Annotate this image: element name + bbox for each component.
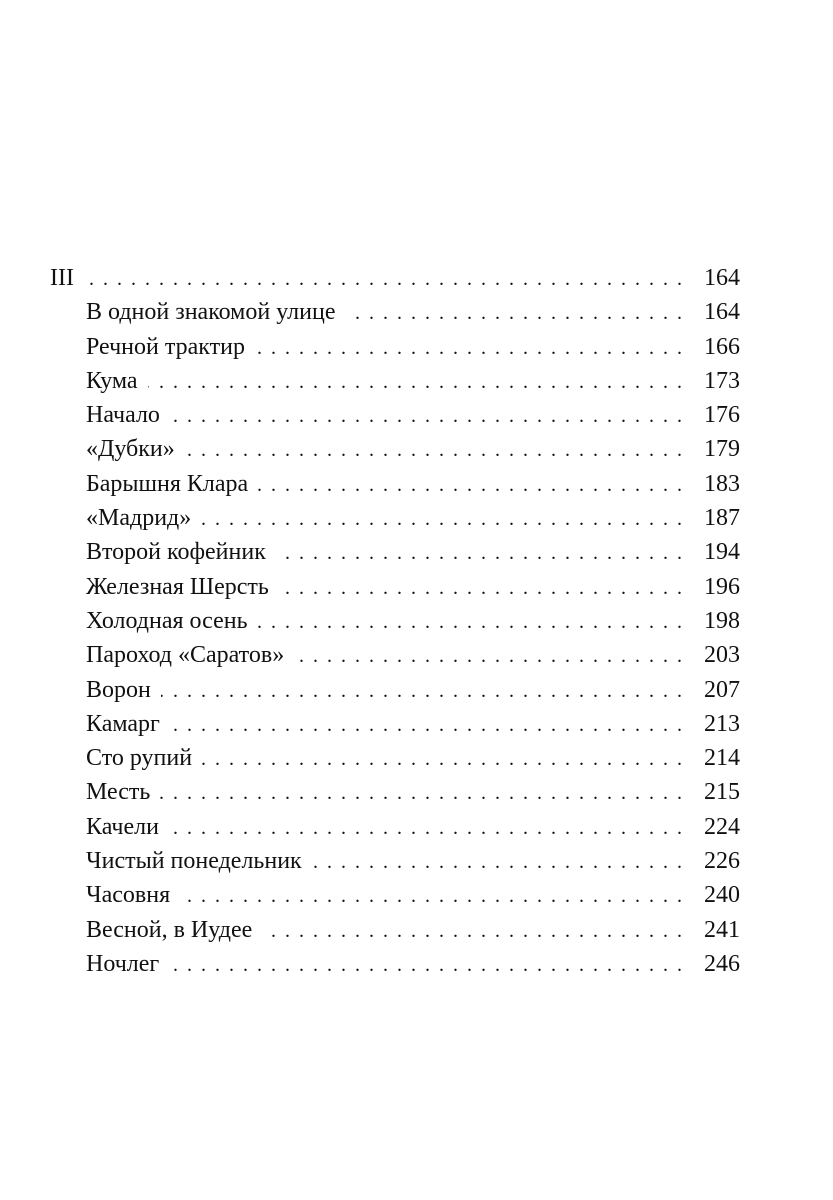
toc-entry-page: 226 [704,848,740,875]
toc-entry-page: 215 [704,779,740,806]
toc-entry-title: Весной, в Иудее [86,916,253,943]
toc-entry-title: Сто рупий [86,745,193,772]
toc-entry-title: Речной трактир [86,333,245,360]
toc-entry-page: 240 [704,882,740,909]
toc-leader-dots [262,914,684,948]
toc-entry-title: Второй кофейник [86,539,266,566]
toc-entry-title: «Дубки» [86,436,175,463]
toc-entry [50,501,740,535]
toc-entry-page: 173 [704,367,740,394]
toc-entry-title: Холодная осень [86,607,248,634]
toc-leader-dots [345,296,684,330]
toc-entry [50,604,740,638]
toc-entry-title: Чистый понедельник [86,848,302,875]
toc-entry-title: Качели [86,813,159,840]
toc-leader-dots [258,468,684,502]
toc-leader-dots [185,433,684,467]
toc-entry [50,638,740,672]
toc-leader-dots [170,708,684,742]
toc-leader-dots [160,776,684,810]
toc-entry-page: 196 [704,573,740,600]
toc-entry-title: Кума [86,367,138,394]
toc-leader-dots [170,399,684,433]
toc-entry-page: 179 [704,436,740,463]
toc-entry [50,535,740,569]
toc-leader-dots [169,811,684,845]
toc-entry [50,913,740,947]
toc-entry-title: Барышня Клара [86,470,249,497]
toc-leader-dots [312,845,684,879]
table-of-contents [50,261,740,981]
toc-entry-page: 198 [704,607,740,634]
toc-entry [50,467,740,501]
toc-leader-dots [180,879,684,913]
toc-leader-dots [279,571,684,605]
toc-section-page: 164 [704,265,740,291]
toc-entry-title: Ворон [86,676,151,703]
toc-entry-title: Месть [86,779,151,806]
toc-leader-dots [161,674,684,708]
toc-entry-title: Часовня [86,882,171,909]
toc-entry [50,775,740,809]
toc-leader-dots [148,365,684,399]
toc-entry-page: 214 [704,745,740,772]
toc-entry-page: 241 [704,916,740,943]
toc-entry-page: 176 [704,402,740,429]
toc-entry-page: 164 [704,299,740,326]
toc-entry-title: «Мадрид» [86,505,192,532]
toc-entry [50,398,740,432]
toc-entry-page: 213 [704,710,740,737]
toc-entry [50,364,740,398]
toc-entry-page: 187 [704,505,740,532]
toc-entry [50,707,740,741]
toc-entry-page: 246 [704,950,740,977]
toc-entry-page: 203 [704,642,740,669]
toc-leader-dots [276,536,684,570]
toc-entry [50,947,740,981]
toc-leader-dots [202,742,684,776]
toc-entry-title: Ночлег [86,950,160,977]
toc-leader-dots [258,605,684,639]
toc-entry-title: Начало [86,402,160,429]
toc-entry [50,432,740,466]
toc-entry-page: 194 [704,539,740,566]
toc-leader-dots [169,948,684,982]
toc-entry [50,570,740,604]
toc-entry [50,810,740,844]
toc-leader-dots [294,639,684,673]
toc-leader-dots [255,331,684,365]
toc-entry [50,741,740,775]
toc-entry-page: 183 [704,470,740,497]
toc-entry-title: В одной знакомой улице [86,299,336,326]
toc-entry-title: Камарг [86,710,160,737]
toc-leader-dots [84,262,684,296]
toc-leader-dots [201,502,684,536]
toc-entry-page: 224 [704,813,740,840]
toc-entry [50,673,740,707]
toc-entry [50,330,740,364]
toc-section-row [50,261,740,295]
toc-section-title: III [50,265,74,291]
toc-entry [50,844,740,878]
toc-entry-title: Железная Шерсть [86,573,269,600]
toc-entry-page: 207 [704,676,740,703]
toc-entry-title: Пароход «Саратов» [86,642,285,669]
toc-entry [50,295,740,329]
toc-entry [50,878,740,912]
toc-entry-page: 166 [704,333,740,360]
